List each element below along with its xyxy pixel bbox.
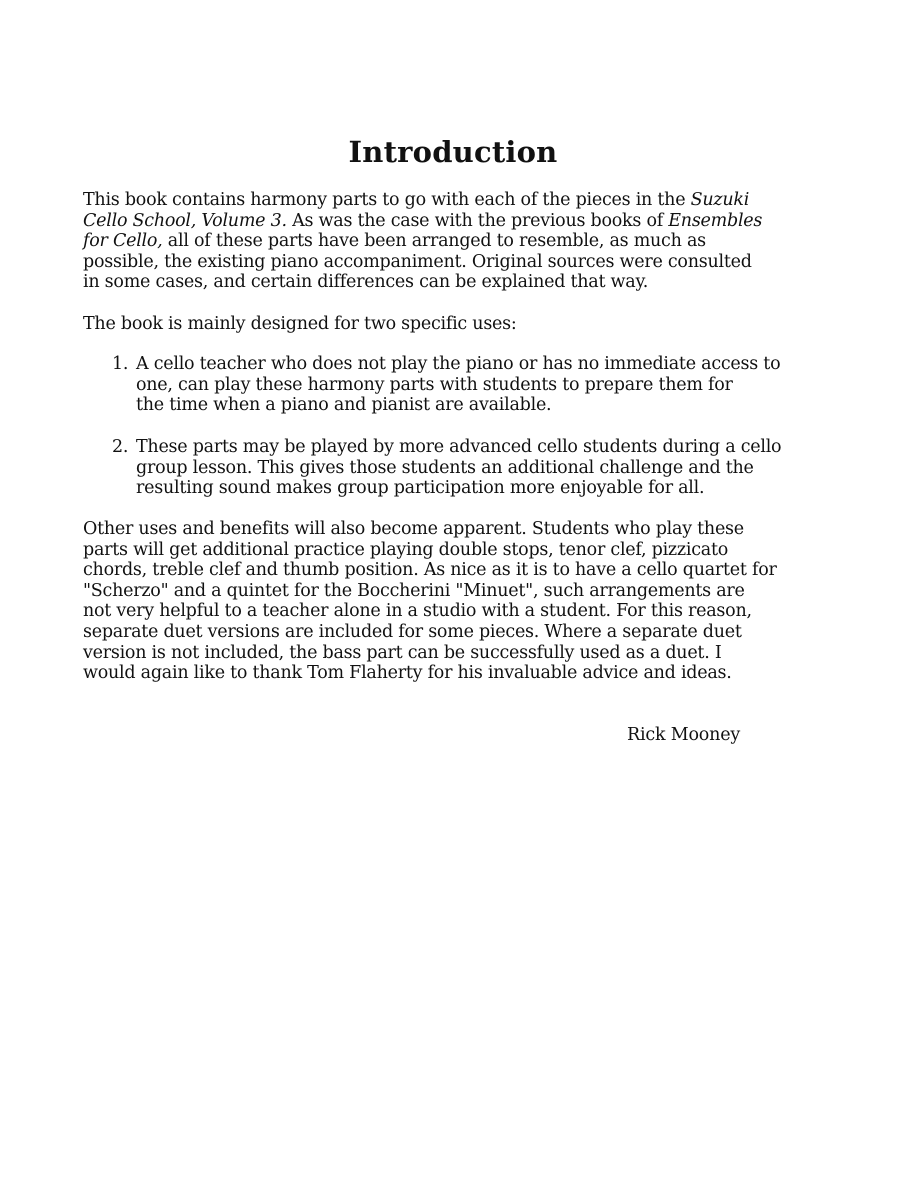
list-item-line: one, can play these harmony parts with students to prepare them for bbox=[136, 374, 733, 395]
page-title: Introduction bbox=[348, 135, 558, 169]
list-item-line bbox=[112, 354, 852, 375]
intro-italic: for Cello, bbox=[83, 231, 163, 252]
intro-italic: Suzuki bbox=[690, 190, 750, 210]
list-text: A cello teacher who does not play the piano or has no immediate access to bbox=[136, 354, 781, 374]
intro-line bbox=[83, 211, 843, 232]
other-line: parts will get additional practice playing double stops, tenor clef, pizzicato bbox=[83, 539, 729, 560]
list-number: 1. bbox=[112, 354, 129, 374]
intro-text: all of these parts have been arranged to resemble, as much as bbox=[162, 231, 706, 252]
list-item bbox=[112, 437, 852, 499]
list-item-line: resulting sound makes group participation more enjoyable for all. bbox=[136, 478, 705, 499]
other-line: version is not included, the bass part can be successfully used as a duet. I bbox=[83, 642, 722, 663]
other-line: separate duet versions are included for some pieces. Where a separate duet bbox=[83, 621, 742, 642]
other-line: not very helpful to a teacher alone in a studio with a student. For this reason, bbox=[83, 601, 752, 622]
intro-line bbox=[83, 231, 843, 252]
other-line: Other uses and benefits will also become apparent. Students who play these bbox=[83, 519, 744, 539]
uses-intro: The book is mainly designed for two specific uses: bbox=[83, 314, 517, 334]
other-line: "Scherzo" and a quintet for the Boccherini "Minuet", such arrangements are bbox=[83, 580, 745, 601]
intro-line bbox=[83, 190, 843, 211]
other-line: chords, treble clef and thumb position. As nice as it is to have a cello quartet for bbox=[83, 560, 777, 581]
signature: Rick Mooney bbox=[627, 725, 741, 745]
intro-line: possible, the existing piano accompaniment. Original sources were consulted bbox=[83, 251, 752, 272]
list-item-line bbox=[112, 437, 852, 458]
intro-text: This book contains harmony parts to go with each of the pieces in the bbox=[83, 190, 691, 210]
list-item-line: group lesson. This gives those students an additional challenge and the bbox=[136, 457, 754, 478]
list-text: These parts may be played by more advanced cello students during a cello bbox=[136, 437, 782, 457]
intro-italic: Cello School, Volume 3. bbox=[83, 210, 287, 231]
intro-line: in some cases, and certain differences can be explained that way. bbox=[83, 272, 649, 293]
list-item-line: the time when a piano and pianist are available. bbox=[136, 395, 552, 416]
intro-text: As was the case with the previous books of bbox=[286, 210, 669, 231]
intro-italic: Ensembles bbox=[668, 210, 763, 231]
intro-paragraph bbox=[83, 190, 843, 293]
list-number: 2. bbox=[112, 437, 129, 457]
other-line: would again like to thank Tom Flaherty for his invaluable advice and ideas. bbox=[83, 663, 732, 684]
list-item bbox=[112, 354, 852, 416]
other-uses-paragraph bbox=[83, 519, 843, 684]
